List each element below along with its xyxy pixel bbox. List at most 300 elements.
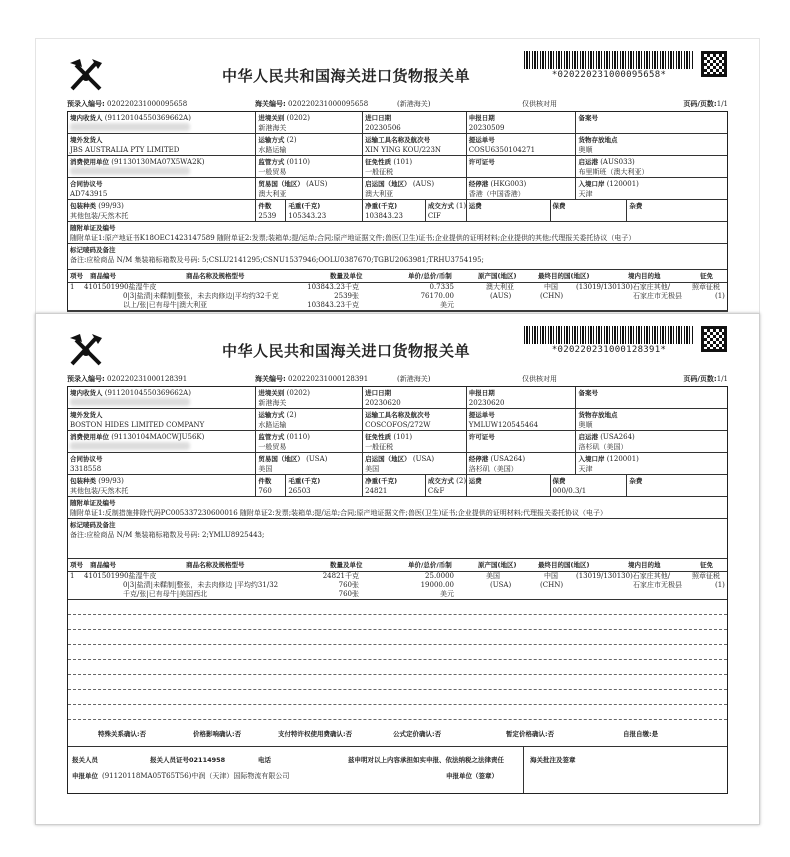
item-no: 1 (70, 283, 75, 291)
item-spec-1: 0|3|盐渍|未鞣制|整张，未去肉修边|平均约32千克 (123, 292, 279, 300)
package-value: 其他包装/天然木托 (70, 212, 129, 220)
net-label: 净重(千克) (365, 477, 398, 485)
docs-cell (68, 222, 727, 243)
marks-label: 标记唛码及备注 (70, 521, 116, 529)
consumer-code: (91130130MA07X5WA2K) (111, 158, 205, 166)
item-code-name: 4101501990盐湿牛皮 (84, 283, 157, 291)
goods-col-no: 项号 (70, 561, 83, 569)
departure-port-cell (576, 431, 727, 452)
empty-goods-row (68, 690, 727, 705)
empty-goods-row (68, 675, 727, 690)
marks-cell (68, 519, 727, 558)
verification-note: 仅供核对用 (522, 375, 557, 383)
vessel-cell (363, 134, 467, 155)
qr-code (701, 51, 727, 77)
net-cell (363, 475, 426, 496)
departure-port-label: 启运港 (578, 158, 598, 166)
item-code-name: 4101501990盐湿牛皮 (84, 572, 157, 580)
goods-col-name: 商品名称及规格型号 (186, 272, 245, 280)
vessel-cell (363, 409, 467, 430)
page-label: 页码/页数: (683, 375, 717, 383)
customs-note-label: 海关批注及签章 (530, 756, 576, 764)
record-no-cell (576, 112, 727, 133)
shipper-value: BOSTON HIDES LIMITED COMPANY (70, 421, 205, 429)
item-no: 1 (70, 572, 75, 580)
entry-port2-code: (120001) (606, 455, 639, 463)
empty-goods-row (68, 630, 727, 645)
empty-goods-row (68, 645, 727, 660)
qr-code (701, 326, 727, 352)
entry-port-label: 进境关别 (258, 389, 285, 397)
confirmation-row (68, 720, 727, 747)
docs-label: 随附单证及编号 (70, 224, 116, 232)
item-qty-3: 103843.23千克 (307, 301, 359, 309)
redacted-consumer (70, 167, 190, 175)
entry-port-cell (256, 387, 363, 408)
departure-port-value: 洛杉矶（美国） (578, 443, 628, 451)
gross-cell (286, 200, 363, 221)
entry-port2-label: 入境口岸 (578, 180, 605, 188)
consignee-cell (68, 112, 256, 133)
shipper-cell (68, 409, 256, 430)
customs-office: (新港海关) (397, 375, 431, 383)
entry-port2-cell (576, 453, 727, 474)
pieces-value: 760 (258, 487, 272, 495)
docs-cell (68, 497, 727, 518)
transport-value: 水路运输 (258, 421, 287, 429)
import-date-label: 进口日期 (365, 114, 392, 122)
entry-port-code: (0202) (286, 389, 310, 397)
goods-col-price: 单价/总价/币制 (408, 561, 452, 569)
broker-id: 报关人员证号02114958 (150, 756, 226, 764)
deal-cell (426, 475, 467, 496)
deal-value: CIF (427, 212, 441, 220)
item-domestic-2: 石家庄市无极县 (633, 581, 682, 589)
item-dest: 中国 (544, 572, 558, 580)
storage-value: 奥顺 (578, 146, 593, 154)
trade-country-cell (256, 453, 363, 474)
shipper-value: JBS AUSTRALIA PTY LIMITED (70, 146, 180, 154)
freight-label: 运费 (468, 477, 482, 485)
storage-label: 货物存放地点 (578, 411, 618, 419)
shipper-label: 境外发货人 (70, 136, 103, 144)
depart-country-value: 澳大利亚 (365, 190, 394, 198)
docs-value: 随附单证1:反制措施排除代码PC005337230600016 随附单证2:发票;装箱单;提/运单;合同;原产地证据文件;兽医(卫生)证书;企业提供的证明材料;代理报关委托协议（电子） (70, 509, 608, 517)
supervision-value: 一般贸易 (258, 443, 287, 451)
customs-emblem-icon (66, 55, 106, 95)
goods-item-row (68, 572, 727, 600)
declare-date-cell (467, 387, 577, 408)
empty-goods-row (68, 615, 727, 630)
net-cell (363, 200, 426, 221)
transport-label: 运输方式 (258, 136, 285, 144)
entry-port-code: (0202) (286, 114, 310, 122)
shipper-cell (68, 134, 256, 155)
license-cell (467, 431, 577, 452)
transport-label: 运输方式 (258, 411, 285, 419)
trade-country-label: 贸易国（地区） (258, 455, 304, 463)
storage-label: 货物存放地点 (578, 136, 618, 144)
pieces-cell (256, 475, 286, 496)
levy-label: 征免性质 (365, 158, 392, 166)
levy-cell (363, 156, 467, 177)
contract-value: AD743915 (70, 190, 108, 198)
freight-label: 运费 (468, 202, 482, 210)
declaration-statement: 兹申明对以上内容承担如实申报、依法纳税之法律责任 (348, 756, 504, 764)
consumer-label: 消费使用单位 (70, 433, 109, 441)
goods-col-name: 商品名称及规格型号 (186, 561, 245, 569)
declare-date-value: 20230509 (468, 124, 505, 132)
item-levy-1: 照章征税 (692, 283, 720, 291)
confirm-item: 公式定价确认:否 (393, 730, 442, 738)
item-price-2: 76170.00 (420, 292, 454, 300)
goods-col-origin: 原产国(地区) (478, 561, 517, 569)
record-no-label: 备案号 (578, 389, 598, 397)
bill-no-label: 提运单号 (468, 136, 495, 144)
bill-no-value: COSU6350104271 (468, 146, 536, 154)
deal-code: (2) (456, 477, 467, 485)
contract-value: 3318558 (70, 465, 102, 473)
redacted-consignee (70, 123, 190, 131)
storage-value: 奥顺 (578, 421, 593, 429)
customs-number: 020220231000095658 (288, 100, 369, 108)
license-cell (467, 156, 577, 177)
insurance-cell (551, 475, 628, 496)
package-code: (99/93) (98, 477, 124, 485)
shipper-label: 境外发货人 (70, 411, 103, 419)
item-origin-code: (USA) (490, 581, 512, 589)
contract-cell (68, 178, 256, 199)
package-value: 其他包装/天然木托 (70, 487, 129, 495)
trade-country-code: (USA) (306, 455, 328, 463)
vessel-label: 运输工具名称及航次号 (365, 136, 431, 144)
goods-col-levy: 征免 (700, 561, 713, 569)
deal-value: C&F (427, 487, 445, 495)
item-levy-2: (1) (715, 292, 725, 300)
item-dest: 中国 (544, 283, 558, 291)
pieces-label: 件数 (258, 477, 272, 485)
item-price-2: 19000.00 (420, 581, 454, 589)
pieces-cell (256, 200, 286, 221)
page-count: 1/1 (716, 100, 728, 108)
vessel-label: 运输工具名称及航次号 (365, 411, 431, 419)
item-origin: 美国 (486, 572, 500, 580)
seal-label: 申报单位（签章） (446, 772, 498, 780)
empty-goods-row (68, 705, 727, 720)
confirm-item: 价格影响确认:否 (193, 730, 242, 738)
supervision-value: 一般贸易 (258, 168, 287, 176)
goods-col-levy: 征免 (700, 272, 713, 280)
gross-label: 毛重(千克) (288, 202, 321, 210)
deal-label: 成交方式 (427, 202, 454, 210)
bill-no-label: 提运单号 (468, 411, 495, 419)
goods-item-row (68, 283, 727, 311)
redacted-consumer (70, 442, 190, 450)
levy-code: (101) (393, 433, 413, 441)
page-count: 1/1 (716, 375, 728, 383)
declare-date-cell (467, 112, 577, 133)
item-price-1: 0.7335 (429, 283, 454, 291)
levy-code: (101) (393, 158, 413, 166)
goods-col-no: 项号 (70, 272, 83, 280)
bill-no-value: YMLUW120545464 (468, 421, 539, 429)
pre-entry-number: 020220231000095658 (107, 100, 188, 108)
misc-cell (627, 200, 727, 221)
departure-port-code: (AUS033) (600, 158, 635, 166)
pre-entry-label: 预录入编号: (67, 375, 105, 383)
levy-cell (363, 431, 467, 452)
freight-cell (467, 200, 551, 221)
customs-emblem-icon (66, 330, 106, 370)
trade-country-value: 澳大利亚 (258, 190, 287, 198)
supervision-cell (256, 156, 363, 177)
marks-value: 备注:应检商品 N/M 集装箱标箱数及号码: 2;YMLU8925443; (70, 531, 265, 539)
goods-header (68, 270, 727, 283)
storage-cell (576, 134, 727, 155)
item-domestic-1: (13019/130130)石家庄其他/ (576, 283, 671, 291)
marks-value: 备注:应检商品 N/M 集装箱标箱数及号码: 5;CSLU2141295;CSNU1537946;OOLU0387670;TGBU2063981;TRHU3754195; (70, 256, 484, 264)
freight-cell (467, 475, 551, 496)
goods-col-dest: 最终目的国(地区) (538, 272, 590, 280)
phone-label: 电话 (258, 756, 271, 764)
insurance-label: 保费 (552, 202, 566, 210)
depart-country-label: 启运国（地区） (365, 180, 411, 188)
import-date-value: 20230620 (365, 399, 401, 407)
item-levy-2: (1) (715, 581, 725, 589)
consignee-cell (68, 387, 256, 408)
marks-label: 标记唛码及备注 (70, 246, 116, 254)
import-date-label: 进口日期 (365, 389, 392, 397)
declaration-table (67, 111, 728, 312)
transit-port-cell (467, 453, 577, 474)
consignee-label: 境内收货人 (70, 389, 103, 397)
goods-col-origin: 原产国(地区) (478, 272, 517, 280)
entry-port2-value: 天津 (578, 190, 593, 198)
transit-port-cell (467, 178, 577, 199)
deal-code: (1) (456, 202, 467, 210)
pre-entry-number: 020220231000128391 (107, 375, 188, 383)
deal-cell (426, 200, 467, 221)
docs-label: 随附单证及编号 (70, 499, 116, 507)
pieces-label: 件数 (258, 202, 272, 210)
gross-cell (286, 475, 363, 496)
declaration-table (67, 386, 728, 794)
item-dest-code: (CHN) (540, 292, 564, 300)
goods-header (68, 559, 727, 572)
item-levy-1: 照章征税 (692, 572, 720, 580)
supervision-code: (0110) (286, 433, 310, 441)
item-qty-3: 760张 (338, 590, 359, 598)
depart-country-cell (363, 178, 467, 199)
entry-port2-value: 天津 (578, 465, 593, 473)
customs-no-label: 海关编号: (255, 100, 286, 108)
import-date-cell (363, 387, 467, 408)
package-label: 包装种类 (70, 477, 96, 485)
declaration-footer (68, 747, 727, 793)
consignee-code: (91120104550369662A) (104, 114, 191, 122)
declaration-sheet-2 (35, 313, 760, 825)
customs-office: (新港海关) (397, 100, 431, 108)
license-label: 许可证号 (468, 433, 495, 441)
item-origin-code: (AUS) (490, 292, 512, 300)
declare-date-value: 20230620 (468, 399, 505, 407)
customs-number: 020220231000128391 (288, 375, 369, 383)
depart-country-value: 美国 (365, 465, 380, 473)
item-origin: 澳大利亚 (486, 283, 514, 291)
item-price-1: 25.0000 (425, 572, 454, 580)
confirm-item: 自报自缴:是 (623, 730, 659, 738)
barcode-text: *020220231000128391* (551, 345, 667, 355)
trade-country-cell (256, 178, 363, 199)
transit-port-code: (HKG003) (490, 180, 527, 188)
insurance-label: 保费 (552, 477, 566, 485)
consignee-code: (91120104550369662A) (104, 389, 191, 397)
goods-col-code: 商品编号 (90, 561, 116, 569)
item-qty-2: 760张 (338, 581, 359, 589)
package-label: 包装种类 (70, 202, 96, 210)
declaration-sheet-1 (35, 38, 760, 314)
vessel-value: COSCOFOS/272W (365, 421, 431, 429)
goods-col-price: 单价/总价/币制 (408, 272, 452, 280)
unit-label: 申报单位 (72, 772, 98, 780)
depart-country-code: (USA) (412, 455, 435, 463)
form-title: 中华人民共和国海关进口货物报关单 (221, 342, 470, 360)
consumer-code: (91130104MA0CWJU56K) (111, 433, 205, 441)
declare-date-label: 申报日期 (468, 114, 495, 122)
depart-country-cell (363, 453, 467, 474)
page-label: 页码/页数: (683, 100, 717, 108)
bill-no-cell (467, 409, 577, 430)
vessel-value: XIN YING KOU/223N (365, 146, 442, 154)
transport-value: 水路运输 (258, 146, 287, 154)
pieces-value: 2539 (258, 212, 277, 220)
entry-port2-cell (576, 178, 727, 199)
goods-col-qty: 数量及单位 (330, 272, 363, 280)
departure-port-cell (576, 156, 727, 177)
license-label: 许可证号 (468, 158, 495, 166)
gross-value: 105343.23 (288, 212, 327, 220)
barcode (524, 51, 694, 81)
transit-port-code: (USA264) (490, 455, 526, 463)
bill-no-cell (467, 134, 577, 155)
declare-date-label: 申报日期 (468, 389, 495, 397)
net-label: 净重(千克) (365, 202, 398, 210)
declaring-unit: (91120118MA05T65T56)中润（天津）国际物流有限公司 (102, 772, 290, 780)
redacted-consignee (70, 398, 190, 406)
item-qty-2: 2539张 (334, 292, 359, 300)
transit-port-value: 洛杉矶（美国） (468, 465, 518, 473)
item-qty-1: 24821千克 (322, 572, 359, 580)
transport-cell (256, 409, 363, 430)
verification-note: 仅供核对用 (522, 100, 557, 108)
contract-label: 合同协议号 (70, 180, 103, 188)
goods-col-domestic: 境内目的地 (628, 561, 661, 569)
gross-label: 毛重(千克) (288, 477, 321, 485)
entry-port-value: 新港海关 (258, 399, 287, 407)
transport-code: (2) (286, 136, 297, 144)
pre-entry-label: 预录入编号: (67, 100, 105, 108)
item-spec-2: 以上/张|已有母牛|澳大利亚 (123, 301, 208, 309)
empty-goods-row (68, 660, 727, 675)
trade-country-value: 美国 (258, 465, 273, 473)
departure-port-value: 布里斯班（澳大利亚） (578, 168, 649, 176)
confirm-item: 特殊关系确认:否 (98, 730, 147, 738)
levy-value: 一般征税 (365, 168, 394, 176)
customs-no-label: 海关编号: (255, 375, 286, 383)
supervision-label: 监管方式 (258, 158, 285, 166)
storage-cell (576, 409, 727, 430)
transport-code: (2) (286, 411, 297, 419)
departure-port-code: (USA264) (600, 433, 635, 441)
net-value: 103843.23 (365, 212, 403, 220)
net-value: 24821 (365, 487, 388, 495)
contract-label: 合同协议号 (70, 455, 103, 463)
misc-label: 杂费 (629, 477, 643, 485)
broker-label: 报关人员 (72, 756, 98, 764)
departure-port-label: 启运港 (578, 433, 598, 441)
levy-value: 一般征税 (365, 443, 394, 451)
transit-port-label: 经停港 (468, 180, 489, 188)
misc-cell (627, 475, 727, 496)
package-cell (68, 200, 256, 221)
consignee-label: 境内收货人 (70, 114, 103, 122)
trade-country-label: 贸易国（地区） (258, 180, 304, 188)
transport-cell (256, 134, 363, 155)
item-dest-code: (CHN) (540, 581, 564, 589)
import-date-cell (363, 112, 467, 133)
import-date-value: 20230506 (365, 124, 401, 132)
record-no-cell (576, 387, 727, 408)
goods-col-code: 商品编号 (90, 272, 116, 280)
levy-label: 征免性质 (365, 433, 392, 441)
item-spec-1: 0|3|盐渍|未鞣制|整张，未去肉修边 |平均约31/32 (123, 581, 279, 589)
barcode (524, 326, 694, 356)
form-title: 中华人民共和国海关进口货物报关单 (221, 67, 470, 85)
deal-label: 成交方式 (427, 477, 454, 485)
insurance-cell (551, 200, 628, 221)
package-cell (68, 475, 256, 496)
transit-port-label: 经停港 (468, 455, 489, 463)
confirm-item: 支付特许权使用费确认:否 (278, 730, 353, 738)
entry-port2-label: 入境口岸 (578, 455, 605, 463)
item-qty-1: 103843.23千克 (307, 283, 359, 291)
item-domestic-1: (13019/130130)石家庄其他/ (576, 572, 671, 580)
supervision-label: 监管方式 (258, 433, 285, 441)
footer-divider (523, 747, 524, 793)
entry-port-cell (256, 112, 363, 133)
trade-country-code: (AUS) (306, 180, 328, 188)
goods-col-domestic: 境内目的地 (628, 272, 661, 280)
contract-cell (68, 453, 256, 474)
depart-country-code: (AUS) (412, 180, 435, 188)
consumer-label: 消费使用单位 (70, 158, 109, 166)
consumer-cell (68, 156, 256, 177)
goods-col-qty: 数量及单位 (330, 561, 363, 569)
record-no-label: 备案号 (578, 114, 598, 122)
entry-port-label: 进境关别 (258, 114, 285, 122)
package-code: (99/93) (98, 202, 124, 210)
item-domestic-2: 石家庄市无极县 (633, 292, 682, 300)
goods-col-dest: 最终目的国(地区) (538, 561, 590, 569)
depart-country-label: 启运国（地区） (365, 455, 411, 463)
item-price-3: 美元 (440, 301, 454, 309)
misc-label: 杂费 (629, 202, 643, 210)
empty-goods-row (68, 600, 727, 615)
gross-value: 26503 (288, 487, 311, 495)
docs-value: 随附单证1:原产地证书K18OEC1423147589 随附单证2:发票;装箱单;提/运单;合同;原产地证据文件;兽医(卫生)证书;企业提供的证明材料;企业提供的其他;代理报关委托协议（电子） (70, 234, 636, 242)
entry-port-value: 新港海关 (258, 124, 287, 132)
item-spec-2: 千克/张|已有母牛|美国西北 (123, 590, 208, 598)
